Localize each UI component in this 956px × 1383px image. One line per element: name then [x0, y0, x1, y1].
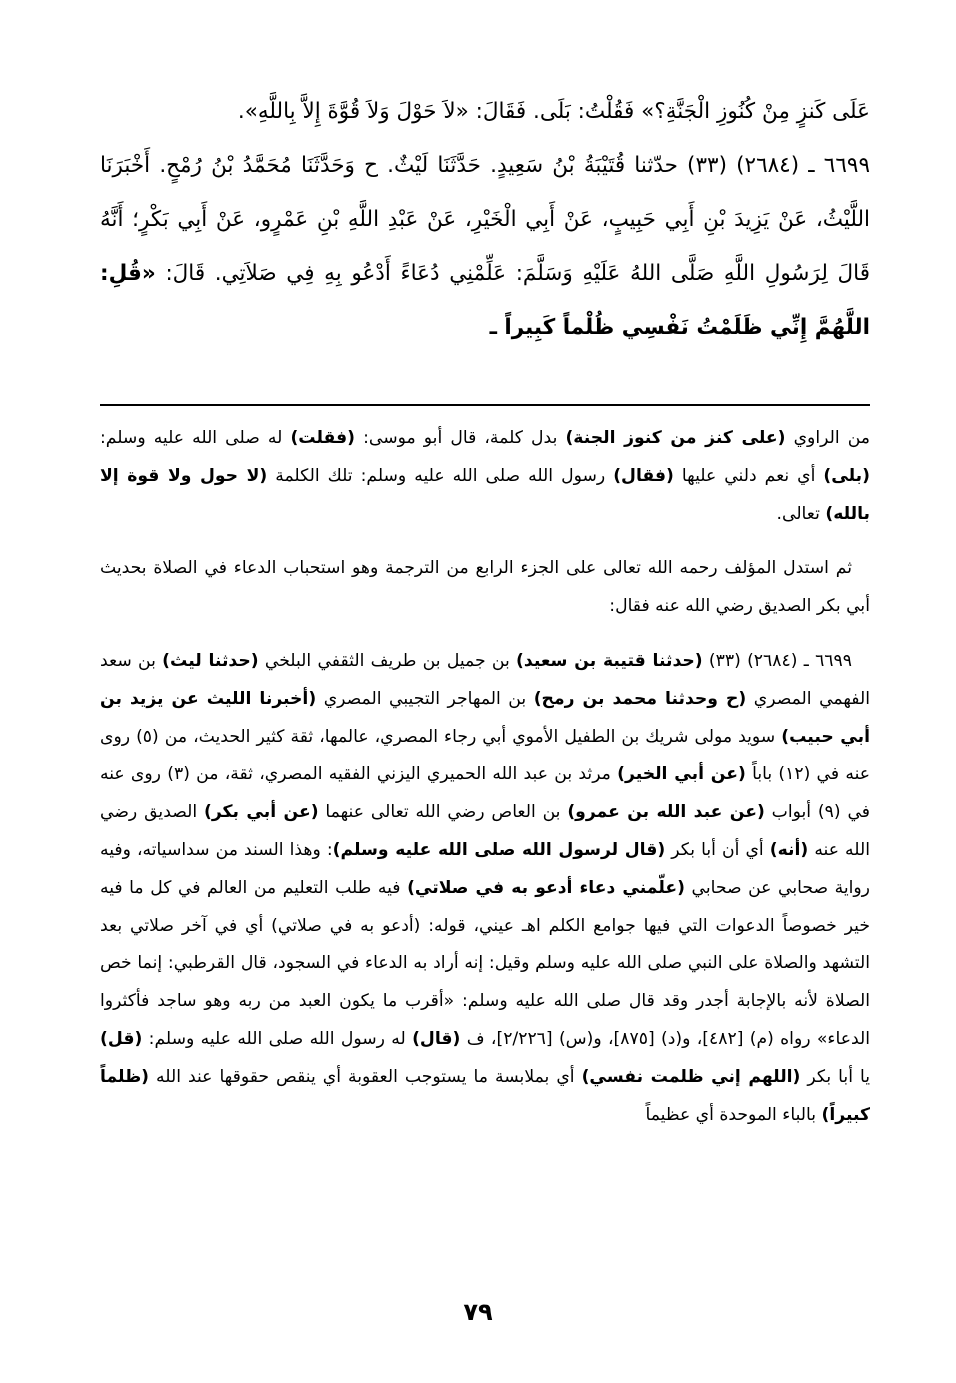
commentary-quoted-phrase: (عن عبد الله بن عمرو)	[567, 802, 765, 823]
hadith-chain-text: ٦٦٩٩ ـ (٢٦٨٤) (٣٣) حدّثنا قُتَيْبَةُ بْنُ سَعِيدٍ. حَدَّثَنَا لَيْثٌ. ح وَحَدَّثَنَا مُحَمَّدُ بْنُ رُمْحٍ. أَخْبَرَنَا اللَّيْثُ، عَنْ يَزِيدَ بْنِ أَبِي حَبِيبٍ، عَنْ أَبِي الْخَيْرِ، عَنْ عَبْدِ اللَّهِ بْنِ عَمْرٍو، عَنْ أَبِي بَكْرٍ؛ أَنَّهُ قَالَ لِرَسُولِ اللَّهِ صَلَّى اللهُ عَلَيْهِ وَسَلَّمَ: عَلِّمْنِي دُعَاءً أَدْعُو بِهِ فِي صَلاَتِي. قَالَ:	[100, 153, 870, 286]
commentary-text-segment: : وهذا السند من سداسياته، وفيه رواية صحابي عن صحابي	[100, 839, 870, 898]
hadith-main-text	[100, 85, 870, 355]
commentary-text-segment: يا أبا بكر	[800, 1066, 870, 1087]
hadith-prophet-words: «قُلِ: اللَّهُمَّ إِنِّي ظَلَمْتُ نَفْسِي ظُلْماً كَبِيراً ـ	[100, 261, 870, 340]
commentary-quoted-phrase: (حدثنا ليث)	[162, 650, 259, 671]
commentary-text-segment: بن جميل بن طريف الثقفي البلخي	[258, 650, 517, 671]
commentary-text-segment: سويد مولى شريك بن الطفيل الأموي أبي رجاء المصري، عالمها، ثقة كثير الحديث، من (٥) روى عنه في (١٢) باباً	[100, 726, 871, 785]
commentary-text-segment: بالباء الموحدة أي عظيماً	[645, 1104, 822, 1125]
commentary-quoted-phrase: (لا حول ولا قوة إلا بالله)	[100, 465, 870, 524]
commentary-quoted-phrase: (فقلت)	[290, 428, 355, 448]
footnote-separator-rule	[100, 404, 870, 406]
page-number: ٧٩	[463, 1298, 493, 1326]
commentary-quoted-phrase: (حدثنا قتيبة بن سعيد)	[516, 650, 703, 671]
commentary-text-segment: رسول الله صلى الله عليه وسلم: تلك الكلمة	[267, 465, 614, 486]
commentary-text-segment: الصديق رضي الله عنه	[100, 802, 870, 860]
commentary-text-segment: أي بملابسة ما يستوجب العقوبة أي ينقص حقوقها عند الله	[149, 1066, 582, 1087]
commentary-text-segment: بن المهاجر التجيبي المصري	[316, 688, 534, 709]
commentary-quoted-phrase: (أخبرنا الليث عن يزيد بن أبي حبيب)	[100, 688, 871, 747]
commentary-quoted-phrase: (ظلماً كبيراً)	[100, 1066, 870, 1125]
commentary-text-segment: بدل كلمة، قال أبو موسى:	[355, 428, 566, 448]
commentary-quoted-phrase: (على كنز من كنوز الجنة)	[565, 428, 786, 448]
commentary-text-segment: له رسول الله صلى الله عليه وسلم:	[142, 1028, 413, 1049]
commentary-quoted-phrase: (ح وحدثنا محمد بن رمح)	[533, 688, 747, 709]
commentary-paragraph-3	[100, 643, 870, 1134]
commentary-quoted-phrase: (علّمني دعاء أدعو به في صلاتي)	[407, 877, 685, 898]
commentary-quoted-phrase: (اللهم إني ظلمت نفسي)	[581, 1066, 801, 1087]
commentary-text-segment: تعالى.	[776, 503, 826, 524]
commentary-section	[100, 420, 870, 1134]
main-line-continuation: عَلَى كَنزٍ مِنْ كُنُوزِ الْجَنَّةِ؟» فَقُلْتُ: بَلَى. فَقَالَ: «لاَ حَوْلَ وَلاَ قُوَّةَ إِلاَّ بِاللَّهِ».	[237, 99, 870, 124]
commentary-paragraph-1	[100, 420, 870, 533]
commentary-quoted-phrase: (قال لرسول الله صلى الله عليه وسلم)	[332, 839, 666, 860]
commentary-text-segment: أي أن أبا بكر	[665, 839, 770, 860]
commentary-text-segment: من الراوي	[785, 428, 870, 448]
commentary-quoted-phrase: (عن أبي الخير)	[617, 764, 746, 785]
hadith-6699	[100, 139, 870, 355]
commentary-text-segment: بن العاص رضي الله تعالى عنهما	[318, 802, 568, 823]
commentary-text-segment: مرثد بن عبد الله الحميري اليزني الفقيه المصري، ثقة، من (٣) روى عنه في (٩) أبواب	[100, 764, 870, 823]
commentary-text-segment: له صلى الله عليه وسلم:	[100, 428, 291, 448]
commentary-paragraph-2	[100, 550, 870, 626]
commentary-text-segment: ٦٦٩٩ ـ (٢٦٨٤) (٣٣)	[702, 650, 852, 671]
commentary-quoted-phrase: (أنه)	[769, 839, 809, 860]
commentary-quoted-phrase: (قل)	[100, 1028, 143, 1049]
commentary-text-segment: بن سعد الفهمي المصري	[100, 650, 870, 709]
commentary-quoted-phrase: (فقال)	[613, 465, 674, 486]
commentary-text-segment: أي نعم دلني عليها	[673, 465, 824, 486]
commentary-quoted-phrase: (عن أبي بكر)	[204, 802, 319, 823]
commentary-quoted-phrase: (بلى)	[823, 465, 870, 486]
commentary-quoted-phrase: (قال)	[412, 1028, 461, 1049]
commentary-text-segment: ثم استدل المؤلف رحمه الله تعالى على الجزء الرابع من الترجمة وهو استحباب الدعاء في الصلاة بحديث أبي بكر الصديق رضي الله عنه فقال:	[100, 558, 870, 617]
commentary-text-segment: فيه طلب التعليم من العالم في كل ما فيه خير خصوصاً الدعوات التي فيها جوامع الكلم اهـ عيني، قوله: (أدعو به في صلاتي) أي في آخر صلاتي بعد التشهد والصلاة على النبي صلى الله عليه وسلم وقيل: إنه أراد به الدعاء في السجود، قال القرطبي: إنما خص الصلاة لأنه بالإجابة أجدر وقد قال صلى الله عليه وسلم: «أقرب ما يكون العبد من ربه وهو ساجد فأكثروا الدعاء» رواه (م) [٤٨٢]، و(د) [٨٧٥]، و(س) [٢/٢٢٦]، ف	[100, 877, 871, 1049]
